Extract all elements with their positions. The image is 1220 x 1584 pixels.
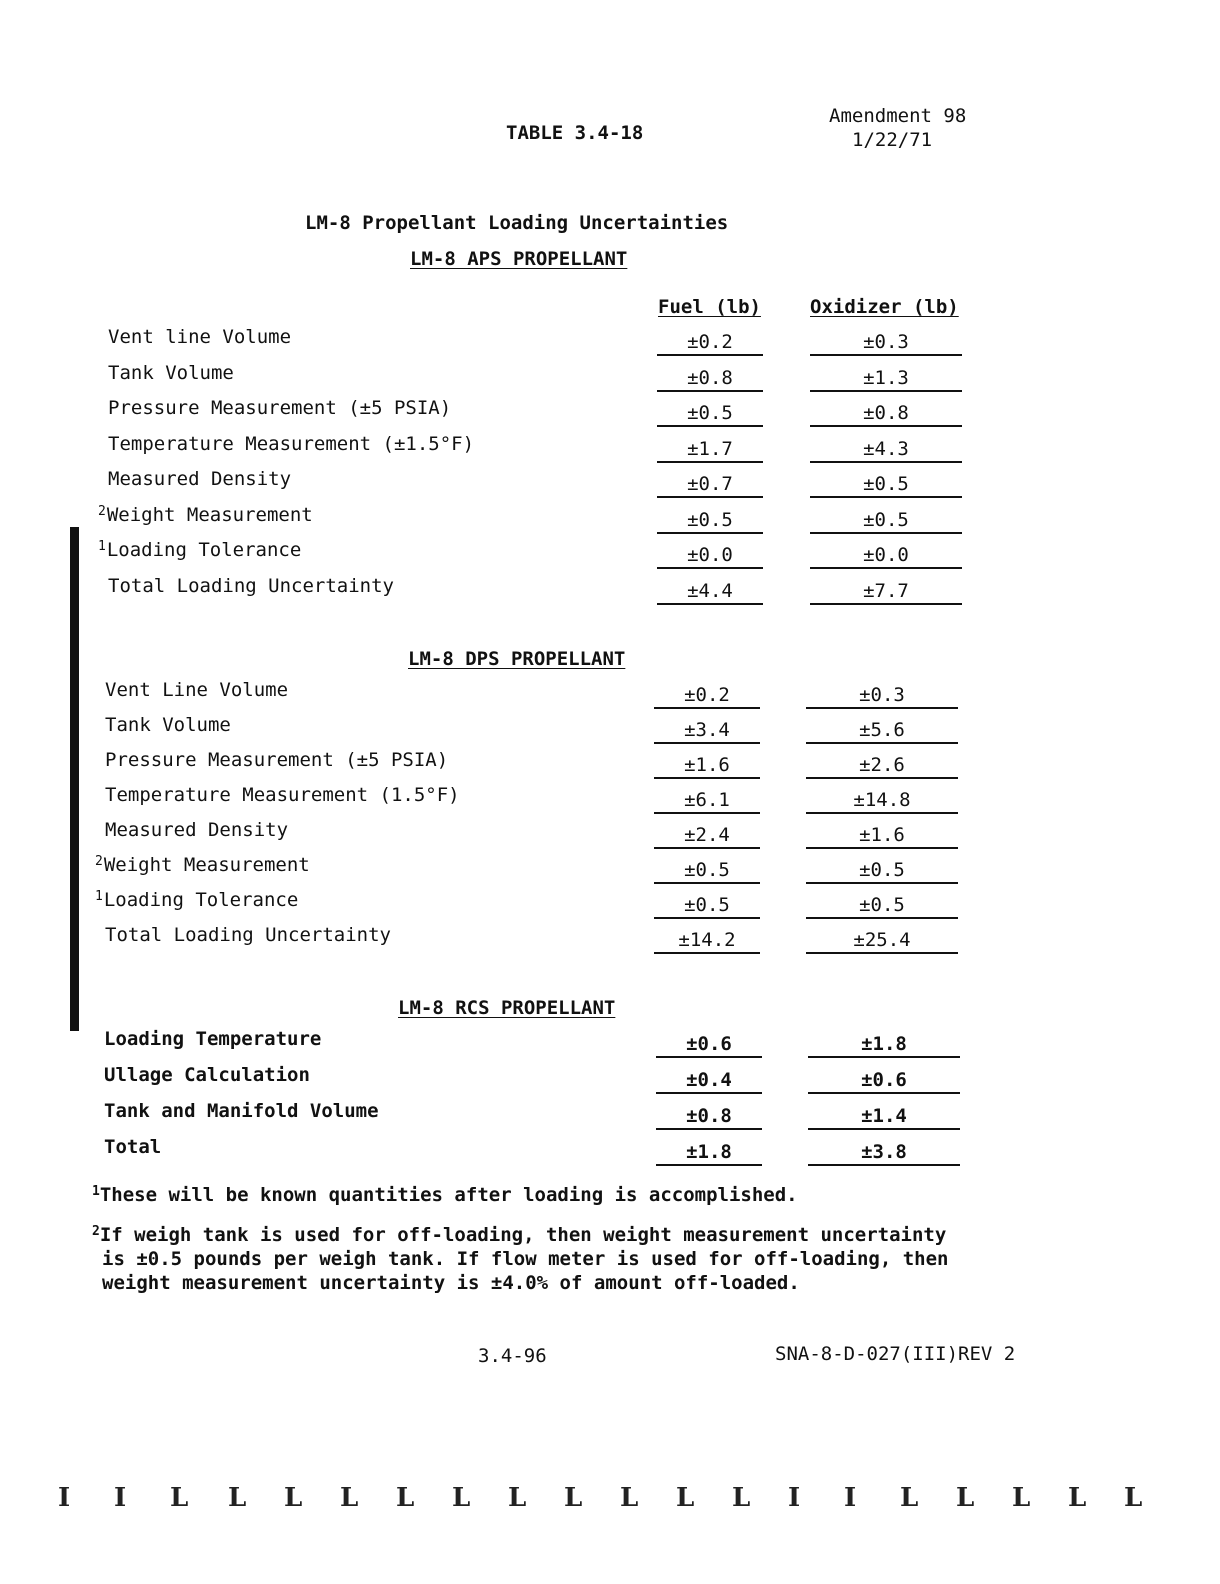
aps-fuel-value: ±0.5	[657, 508, 763, 534]
scan-mark: I	[58, 1483, 71, 1513]
aps-heading: LM-8 APS PROPELLANT	[410, 248, 628, 270]
footnote-2	[92, 1220, 948, 1295]
rcs-heading: LM-8 RCS PROPELLANT	[398, 997, 616, 1019]
aps-fuel-value: ±4.4	[657, 579, 763, 605]
fuel-column-header: Fuel (lb)	[658, 296, 761, 318]
dps-fuel-value: ±14.2	[654, 928, 760, 954]
page-title: LM-8 Propellant Loading Uncertainties	[305, 212, 729, 234]
footnote-1-text: These will be known quantities after loading is accomplished.	[99, 1184, 798, 1206]
aps-row-label	[98, 504, 313, 526]
aps-fuel-value: ±0.8	[657, 366, 763, 392]
rcs-row-label	[104, 1100, 379, 1122]
rcs-fuel-value: ±0.6	[656, 1032, 762, 1058]
aps-row-text: Temperature Measurement (±1.5°F)	[108, 432, 475, 455]
aps-oxidizer-value: ±0.5	[810, 508, 962, 534]
footnote-ref-marker: 1	[98, 539, 106, 554]
scan-mark: L	[620, 1483, 639, 1513]
aps-oxidizer-value: ±4.3	[810, 437, 962, 463]
aps-row-label	[108, 433, 474, 455]
scan-mark: I	[844, 1483, 857, 1513]
aps-row-text: Total Loading Uncertainty	[108, 574, 394, 597]
footnote-1	[92, 1184, 798, 1206]
aps-row-label	[108, 575, 394, 597]
footnote-2-marker: 2	[92, 1224, 100, 1239]
dps-oxidizer-value: ±14.8	[806, 788, 958, 814]
rcs-row-label	[104, 1028, 321, 1050]
scan-mark: L	[1012, 1483, 1031, 1513]
dps-row-label	[95, 854, 310, 876]
dps-row-text: Measured Density	[105, 819, 289, 841]
aps-row-text: Weight Measurement	[106, 503, 313, 526]
rcs-row-label	[104, 1064, 310, 1086]
aps-fuel-value: ±1.7	[657, 437, 763, 463]
page-number: 3.4-96	[478, 1345, 547, 1367]
aps-fuel-value: ±0.7	[657, 472, 763, 498]
footnote-2-line-3: weight measurement uncertainty is ±4.0% of amount off-loaded.	[102, 1272, 800, 1294]
scan-mark: L	[676, 1483, 695, 1513]
dps-row-text: Tank Volume	[105, 714, 231, 736]
dps-row-label	[105, 819, 288, 841]
footnote-2-line-1: If weigh tank is used for off-loading, then weight measurement uncertainty	[99, 1224, 947, 1246]
dps-row-label	[105, 679, 288, 701]
scan-mark: L	[396, 1483, 415, 1513]
dps-row-label	[105, 749, 448, 771]
dps-fuel-value: ±0.5	[654, 858, 760, 884]
aps-row-text: Pressure Measurement (±5 PSIA)	[108, 397, 452, 419]
aps-row-text: Tank Volume	[108, 361, 234, 384]
scan-mark: L	[228, 1483, 247, 1513]
dps-row-text: Loading Tolerance	[103, 889, 299, 911]
scan-mark: L	[170, 1483, 189, 1513]
dps-row-label	[105, 714, 231, 736]
aps-oxidizer-value: ±0.3	[810, 330, 962, 356]
dps-row-label	[95, 889, 298, 911]
scan-mark: L	[1068, 1483, 1087, 1513]
scan-mark: I	[788, 1483, 801, 1513]
scan-mark: I	[114, 1483, 127, 1513]
aps-oxidizer-value: ±7.7	[810, 579, 962, 605]
aps-oxidizer-value: ±0.8	[810, 401, 962, 427]
scan-mark: L	[900, 1483, 919, 1513]
aps-oxidizer-value: ±0.0	[810, 543, 962, 569]
rcs-row-text: Total	[104, 1136, 162, 1158]
aps-oxidizer-value: ±1.3	[810, 366, 962, 392]
amendment-label: Amendment 98	[829, 105, 967, 127]
dps-row-text: Vent Line Volume	[105, 679, 289, 701]
aps-fuel-value: ±0.2	[657, 330, 763, 356]
aps-row-label	[98, 539, 301, 561]
aps-fuel-value: ±0.5	[657, 401, 763, 427]
aps-row-text: Loading Tolerance	[106, 539, 302, 561]
dps-row-text: Temperature Measurement (1.5°F)	[105, 784, 460, 806]
dps-fuel-value: ±6.1	[654, 788, 760, 814]
aps-row-label	[108, 397, 451, 419]
document-id: SNA-8-D-027(III)REV 2	[775, 1343, 1016, 1365]
aps-row-label	[108, 468, 291, 490]
dps-oxidizer-value: ±1.6	[806, 823, 958, 849]
rcs-oxidizer-value: ±3.8	[808, 1140, 960, 1166]
scan-mark: L	[564, 1483, 583, 1513]
dps-row-text: Pressure Measurement (±5 PSIA)	[105, 749, 449, 771]
scan-mark: L	[508, 1483, 527, 1513]
aps-oxidizer-value: ±0.5	[810, 472, 962, 498]
dps-row-label	[105, 784, 460, 806]
rcs-fuel-value: ±0.8	[656, 1104, 762, 1130]
dps-oxidizer-value: ±2.6	[806, 753, 958, 779]
dps-oxidizer-value: ±0.5	[806, 893, 958, 919]
dps-fuel-value: ±3.4	[654, 718, 760, 744]
dps-row-text: Weight Measurement	[103, 854, 310, 876]
aps-fuel-value: ±0.0	[657, 543, 763, 569]
rcs-oxidizer-value: ±0.6	[808, 1068, 960, 1094]
dps-fuel-value: ±0.5	[654, 893, 760, 919]
dps-oxidizer-value: ±0.3	[806, 683, 958, 709]
scan-mark: L	[340, 1483, 359, 1513]
amendment-date: 1/22/71	[852, 129, 933, 151]
aps-row-label	[108, 362, 234, 384]
dps-fuel-value: ±0.2	[654, 683, 760, 709]
rcs-row-text: Ullage Calculation	[104, 1064, 310, 1086]
dps-row-label	[105, 924, 391, 946]
dps-heading: LM-8 DPS PROPELLANT	[408, 648, 626, 670]
scan-mark: L	[284, 1483, 303, 1513]
revision-change-bar	[70, 527, 79, 1031]
rcs-row-text: Loading Temperature	[104, 1028, 322, 1050]
dps-oxidizer-value: ±0.5	[806, 858, 958, 884]
dps-fuel-value: ±1.6	[654, 753, 760, 779]
dps-oxidizer-value: ±25.4	[806, 928, 958, 954]
scan-mark: L	[956, 1483, 975, 1513]
oxidizer-column-header: Oxidizer (lb)	[810, 296, 959, 318]
scan-mark: L	[732, 1483, 751, 1513]
scan-mark: L	[1124, 1483, 1143, 1513]
footnote-2-line-2: is ±0.5 pounds per weigh tank. If flow meter is used for off-loading, then	[102, 1248, 949, 1270]
rcs-fuel-value: ±0.4	[656, 1068, 762, 1094]
rcs-oxidizer-value: ±1.4	[808, 1104, 960, 1130]
rcs-row-text: Tank and Manifold Volume	[104, 1100, 379, 1122]
footnote-ref-marker: 2	[98, 503, 106, 519]
table-id: TABLE 3.4-18	[506, 122, 644, 144]
rcs-row-label	[104, 1136, 161, 1158]
aps-row-text: Measured Density	[108, 468, 292, 490]
footnote-ref-marker: 2	[95, 854, 103, 869]
footnote-ref-marker: 1	[95, 889, 103, 904]
aps-row-label	[108, 326, 291, 348]
dps-row-text: Total Loading Uncertainty	[105, 924, 391, 946]
aps-row-text: Vent line Volume	[108, 326, 292, 348]
dps-fuel-value: ±2.4	[654, 823, 760, 849]
footnote-1-marker: 1	[92, 1184, 100, 1199]
dps-oxidizer-value: ±5.6	[806, 718, 958, 744]
rcs-fuel-value: ±1.8	[656, 1140, 762, 1166]
scan-mark: L	[452, 1483, 471, 1513]
rcs-oxidizer-value: ±1.8	[808, 1032, 960, 1058]
